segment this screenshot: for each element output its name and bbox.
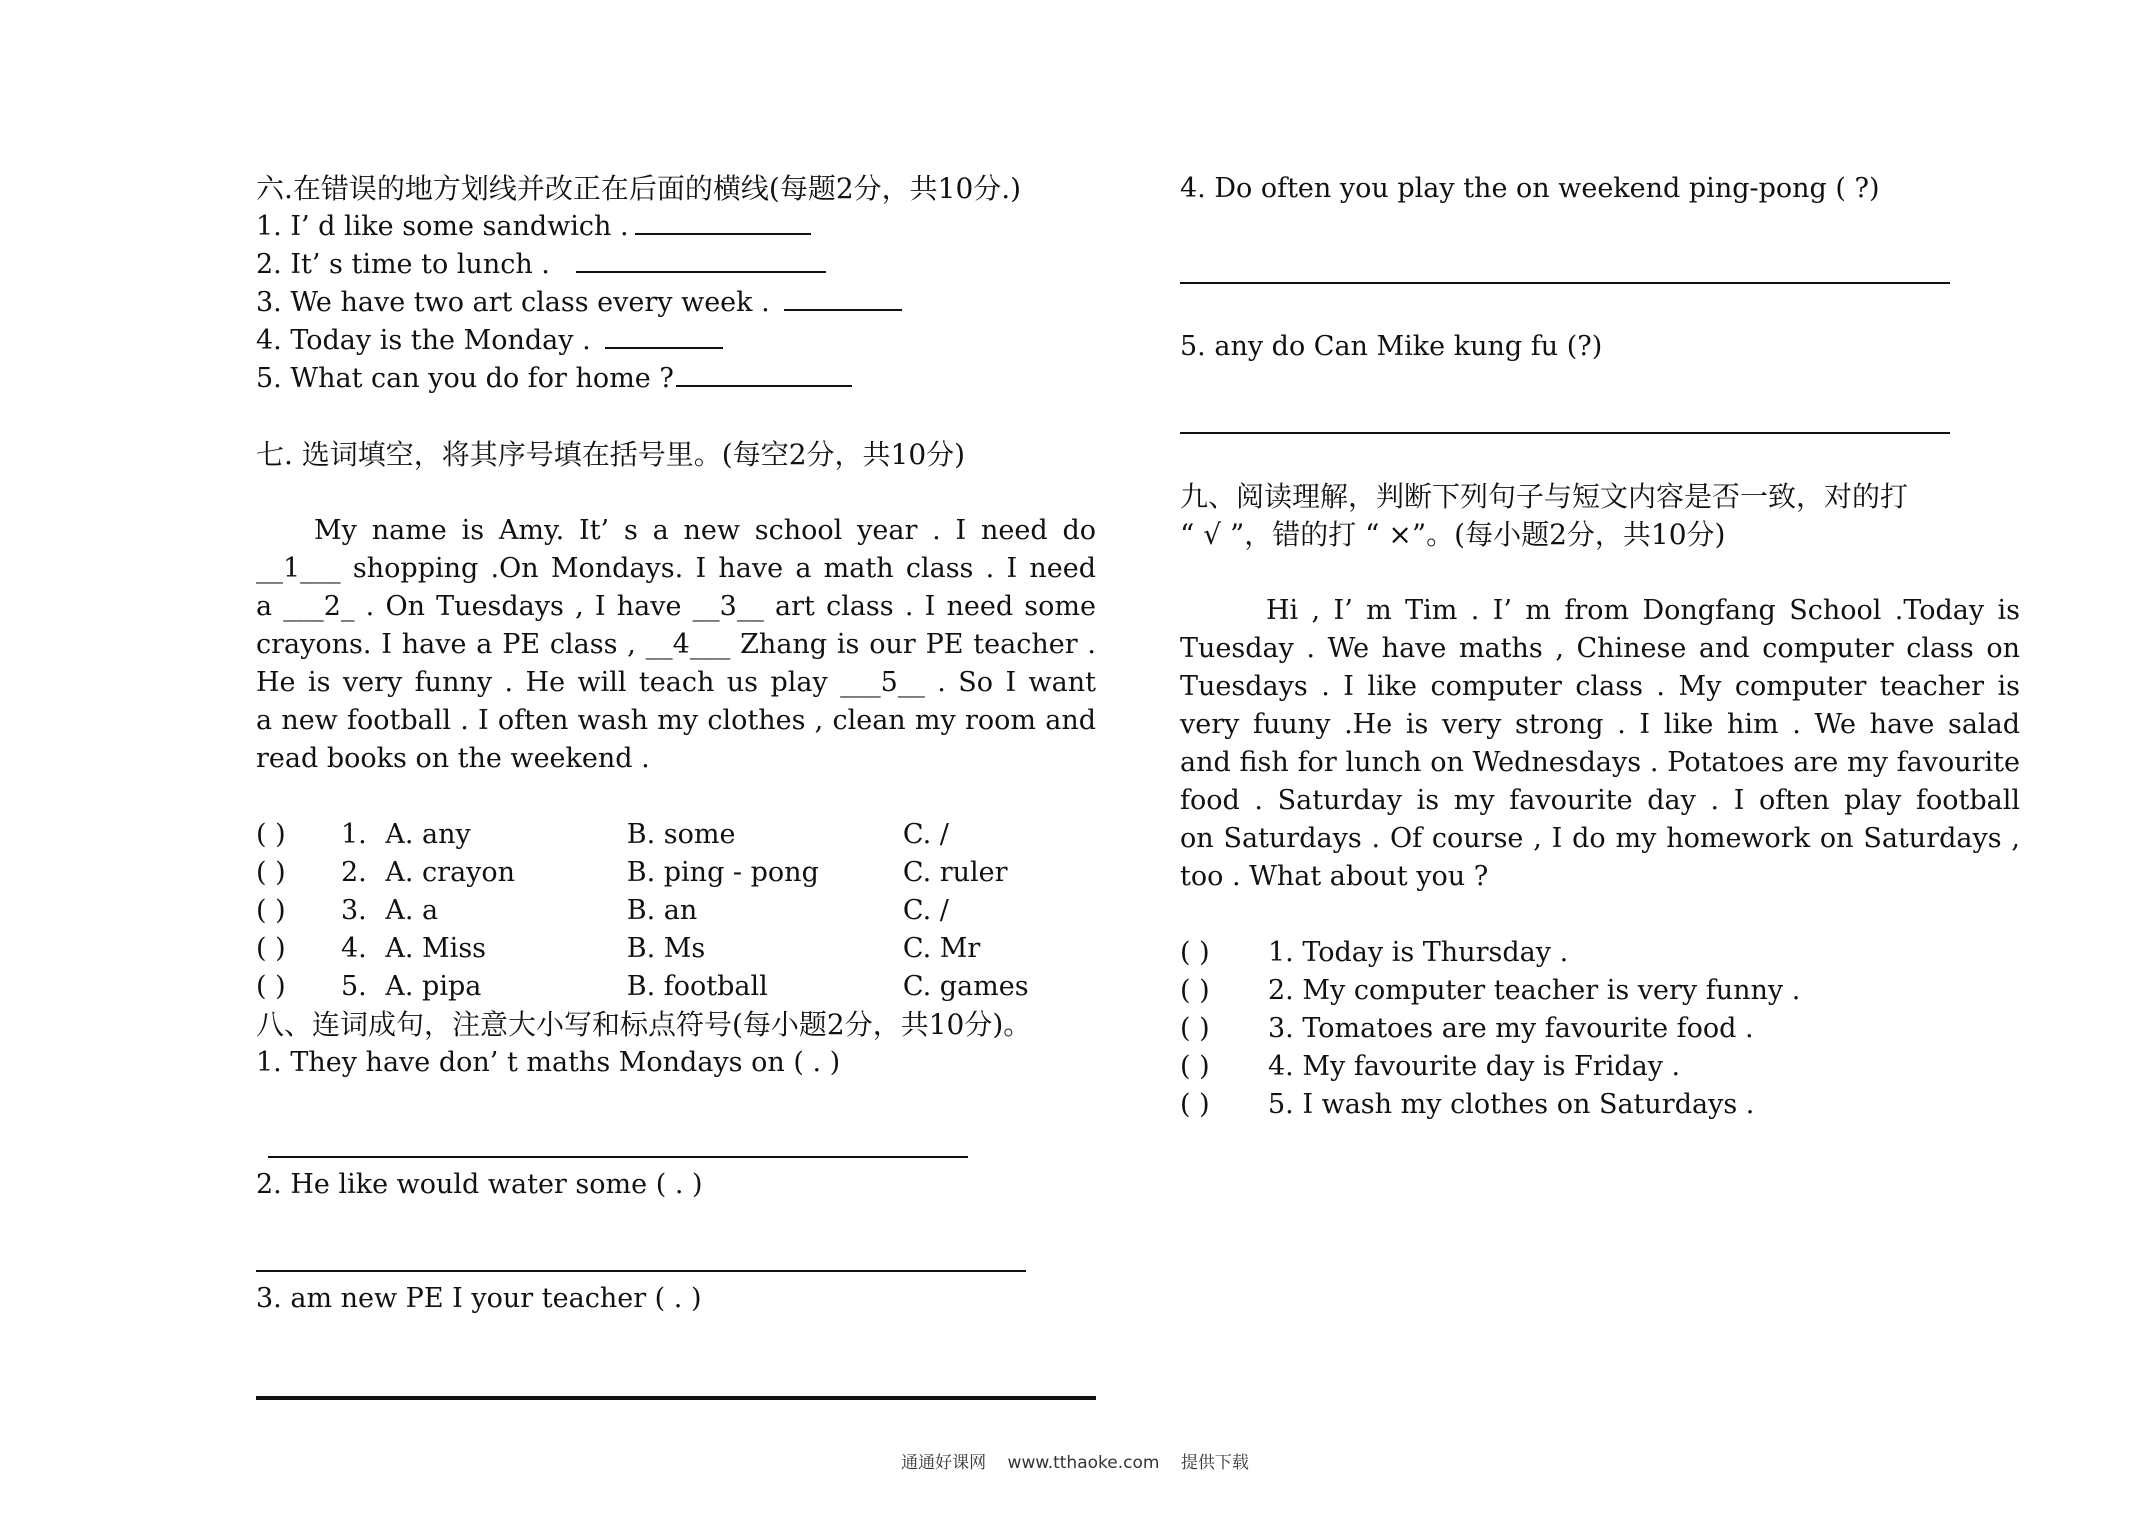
option-c: C. games (902, 971, 1029, 1002)
section6-item-5 (256, 360, 1096, 398)
footer-site-name: 通通好课网 (901, 1453, 987, 1473)
option-a: A. crayon (385, 857, 516, 888)
section7-passage (256, 512, 1096, 778)
judge-row (1180, 1010, 2020, 1048)
section9 (1180, 478, 2020, 1124)
passage-line: read books on the weekend . (256, 743, 650, 774)
item-text: 1. I’ d like some sandwich . (256, 211, 629, 242)
judge-text: 5. I wash my clothes on Saturdays . (1268, 1089, 1755, 1120)
option-number: 1. (340, 819, 367, 850)
section9-heading-line1: 九、阅读理解，判断下列句子与短文内容是否一致，对的打 (1180, 480, 1909, 513)
section6-heading: 六.在错误的地方划线并改正在后面的横线(每题2分，共10分.) (256, 172, 1022, 205)
passage-line: food . Saturday is my favourite day . I often play football (1180, 785, 2020, 816)
option-row (256, 892, 1096, 930)
answer-line[interactable] (1180, 432, 1950, 434)
answer-paren[interactable]: ( ) (1180, 1051, 1210, 1082)
section9-items (1180, 934, 2020, 1124)
answer-paren[interactable]: ( ) (256, 895, 286, 926)
footer-note: 提供下载 (1180, 1453, 1249, 1473)
item-text: 3. We have two art class every week . (256, 287, 770, 318)
judge-text: 4. My favourite day is Friday . (1268, 1051, 1681, 1082)
option-a: A. pipa (385, 971, 482, 1002)
passage-line: Hi , I’ m Tim . I’ m from Dongfang School .Today is (1266, 595, 2020, 626)
section6-item-2 (256, 246, 1096, 284)
section8-item-1: 1. They have don’ t maths Mondays on ( . ) (256, 1047, 841, 1078)
option-number: 5. (340, 971, 367, 1002)
judge-text: 2. My computer teacher is very funny . (1268, 975, 1801, 1006)
left-column (256, 170, 1096, 1314)
section8-heading: 八、连词成句，注意大小写和标点符号(每小题2分，共10分)。 (256, 1008, 1032, 1041)
section6-item-4 (256, 322, 1096, 360)
option-number: 4. (340, 933, 367, 964)
passage-line: a new football . I often wash my clothes , clean my room and (256, 705, 1096, 736)
option-a: A. a (385, 895, 439, 926)
section6-item-3 (256, 284, 1096, 322)
option-c: C. / (902, 895, 949, 926)
option-number: 2. (340, 857, 367, 888)
answer-line[interactable] (268, 1156, 968, 1158)
item-text: 2. It’ s time to lunch . (256, 249, 550, 280)
passage-line: Tuesdays . I like computer class . My computer teacher is (1180, 671, 2020, 702)
item-text: 5. What can you do for home ? (256, 363, 674, 394)
judge-row (1180, 1086, 2020, 1124)
answer-paren[interactable]: ( ) (1180, 975, 1210, 1006)
option-number: 3. (340, 895, 367, 926)
passage-line: on Saturdays . Of course , I do my homework on Saturdays , (1180, 823, 2020, 854)
option-a: A. any (385, 819, 471, 850)
right-column (1180, 170, 2020, 1120)
answer-line[interactable] (605, 323, 723, 349)
judge-row (1180, 1048, 2020, 1086)
passage-line: My name is Amy. It’ s a new school year . I need do (314, 515, 1096, 546)
passage-line: a ___2_ . On Tuesdays , I have __3__ art class . I need some (256, 591, 1096, 622)
answer-line[interactable] (256, 1396, 1096, 1400)
judge-row (1180, 934, 2020, 972)
page-footer (0, 1448, 2150, 1473)
section9-passage (1180, 592, 2020, 896)
option-row (256, 968, 1096, 1006)
answer-line[interactable] (676, 361, 852, 387)
answer-paren[interactable]: ( ) (1180, 1013, 1210, 1044)
item-text: 4. Today is the Monday . (256, 325, 591, 356)
section8-item-3: 3. am new PE I your teacher ( . ) (256, 1283, 702, 1314)
passage-line: Tuesday . We have maths , Chinese and computer class on (1180, 633, 2020, 664)
section9-heading-line2: “ √ ”，错的打 “ ×”。(每小题2分，共10分) (1180, 518, 1726, 551)
answer-paren[interactable]: ( ) (1180, 1089, 1210, 1120)
option-c: C. Mr (902, 933, 981, 964)
option-b: B. an (626, 895, 698, 926)
passage-line: __1___ shopping .On Mondays. I have a math class . I need (256, 553, 1096, 584)
passage-line: very fuuny .He is very strong . I like him . We have salad (1180, 709, 2020, 740)
option-row (256, 854, 1096, 892)
answer-paren[interactable]: ( ) (256, 971, 286, 1002)
option-row (256, 816, 1096, 854)
answer-paren[interactable]: ( ) (256, 933, 286, 964)
answer-line[interactable] (784, 285, 902, 311)
option-b: B. some (626, 819, 736, 850)
option-c: C. / (902, 819, 949, 850)
judge-row (1180, 972, 2020, 1010)
answer-line[interactable] (635, 209, 811, 235)
judge-text: 1. Today is Thursday . (1268, 937, 1569, 968)
passage-line: and fish for lunch on Wednesdays . Potatoes are my favourite (1180, 747, 2020, 778)
answer-paren[interactable]: ( ) (256, 819, 286, 850)
section7-heading: 七. 选词填空，将其序号填在括号里。(每空2分，共10分) (256, 438, 966, 471)
option-b: B. Ms (626, 933, 706, 964)
answer-line[interactable] (576, 247, 826, 273)
section7-options (256, 816, 1096, 1006)
section8-item-5: 5. any do Can Mike kung fu (?) (1180, 331, 1603, 362)
section8-item-2: 2. He like would water some ( . ) (256, 1169, 703, 1200)
option-a: A. Miss (385, 933, 487, 964)
passage-line: crayons. I have a PE class , __4___ Zhang is our PE teacher . (256, 629, 1096, 660)
answer-line[interactable] (1180, 282, 1950, 284)
passage-line: He is very funny . He will teach us play ___5__ . So I want (256, 667, 1096, 698)
option-b: B. football (626, 971, 768, 1002)
option-b: B. ping - pong (626, 857, 819, 888)
section8-item-4: 4. Do often you play the on weekend ping-pong ( ?) (1180, 173, 1880, 204)
answer-paren[interactable]: ( ) (256, 857, 286, 888)
judge-text: 3. Tomatoes are my favourite food . (1268, 1013, 1754, 1044)
passage-line: too . What about you ? (1180, 861, 1489, 892)
answer-paren[interactable]: ( ) (1180, 937, 1210, 968)
option-row (256, 930, 1096, 968)
footer-url[interactable]: www.tthaoke.com (1007, 1453, 1160, 1473)
section6-item-1 (256, 208, 1096, 246)
option-c: C. ruler (902, 857, 1008, 888)
answer-line[interactable] (256, 1270, 1026, 1272)
